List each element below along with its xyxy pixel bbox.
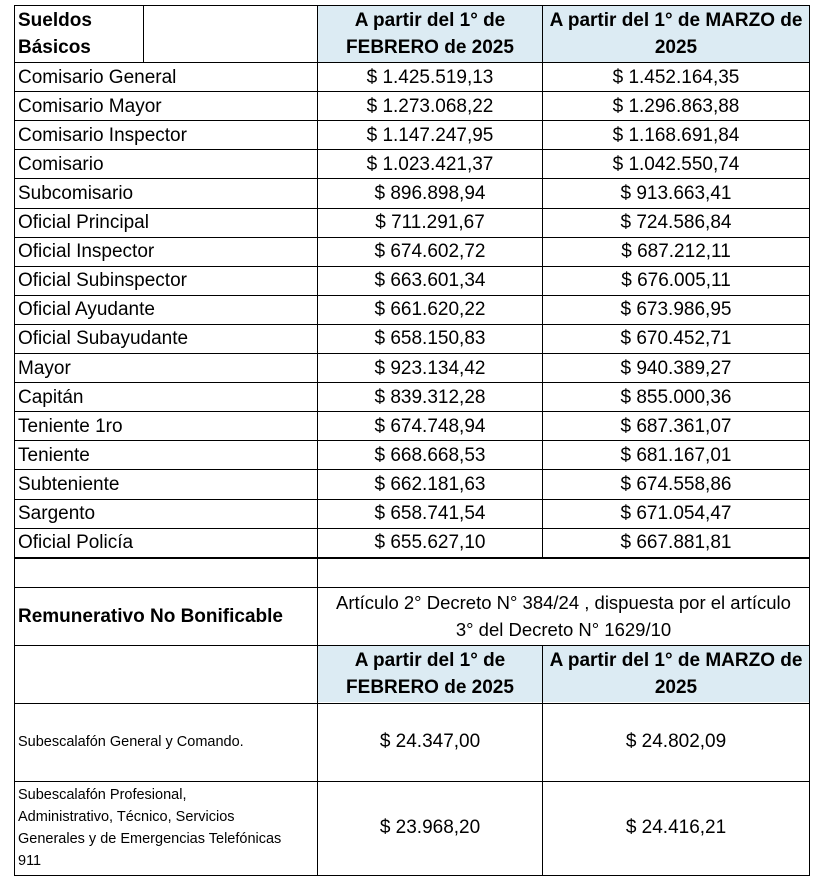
remunerativo-col-feb-line2: FEBRERO de 2025 xyxy=(346,677,514,698)
remunerativo-row-1-label xyxy=(15,704,317,780)
mar-value xyxy=(543,383,809,412)
rank-label xyxy=(15,354,317,383)
mar-value-text: $ 670.452,71 xyxy=(620,328,732,350)
feb-value xyxy=(318,63,542,92)
remunerativo-row-1-mar-value: $ 24.802,09 xyxy=(625,731,727,752)
mar-value-text: $ 1.042.550,74 xyxy=(612,153,740,175)
feb-value xyxy=(318,150,542,179)
mar-value-text: $ 676.005,11 xyxy=(621,270,731,292)
mar-value-text: $ 1.168.691,84 xyxy=(612,124,740,146)
header-label xyxy=(15,6,143,62)
rank-label-text: Oficial Policía xyxy=(18,532,134,554)
grid-vline xyxy=(317,5,318,875)
grid-vline xyxy=(14,5,15,875)
feb-value-text: $ 658.741,54 xyxy=(374,503,486,525)
grid-vline xyxy=(542,5,543,557)
rank-label xyxy=(15,179,317,208)
mar-value xyxy=(543,441,809,470)
rank-label-text: Oficial Subinspector xyxy=(18,270,187,292)
remunerativo-row-1-label-text: Subescalafón General y Comando. xyxy=(18,734,244,750)
remunerativo-row-2-label-line3: Generales y de Emergencias Telefónicas xyxy=(18,831,282,847)
mar-value xyxy=(543,179,809,208)
rank-label-text: Sargento xyxy=(18,503,96,525)
feb-value xyxy=(318,267,542,296)
remunerativo-label-text: Remunerativo No Bonificable xyxy=(18,605,283,627)
mar-value-text: $ 1.452.164,35 xyxy=(612,66,740,88)
mar-value xyxy=(543,267,809,296)
grid-hline xyxy=(14,120,810,121)
grid-hline xyxy=(14,499,810,500)
feb-value-text: $ 1.425.519,13 xyxy=(366,66,494,88)
rank-label xyxy=(15,150,317,179)
feb-value-text: $ 674.602,72 xyxy=(374,241,486,263)
rank-label-text: Teniente 1ro xyxy=(18,415,123,437)
mar-value xyxy=(543,63,809,92)
remunerativo-note xyxy=(318,588,809,644)
remunerativo-col-mar-line2: 2025 xyxy=(654,677,698,698)
rank-label xyxy=(15,63,317,92)
grid-hline xyxy=(14,237,810,238)
feb-value xyxy=(318,412,542,441)
remunerativo-row-2-label-line2: Administrativo, Técnico, Servicios xyxy=(18,809,235,825)
grid-hline xyxy=(14,411,810,412)
mar-value xyxy=(543,470,809,499)
header-label-line2: Básicos xyxy=(18,37,91,58)
feb-value xyxy=(318,296,542,325)
mar-value xyxy=(543,325,809,354)
mar-value-text: $ 940.389,27 xyxy=(620,357,732,379)
rank-label xyxy=(15,529,317,558)
feb-value-text: $ 663.601,34 xyxy=(374,270,486,292)
mar-value-text: $ 671.054,47 xyxy=(620,503,732,525)
feb-value xyxy=(318,325,542,354)
remunerativo-row-2-mar xyxy=(543,782,809,874)
rank-label-text: Oficial Ayudante xyxy=(18,299,155,321)
grid-hline xyxy=(14,324,810,325)
feb-value xyxy=(318,354,542,383)
grid-hline xyxy=(14,875,810,876)
feb-value xyxy=(318,209,542,238)
mar-value-text: $ 667.881,81 xyxy=(620,532,732,554)
mar-value xyxy=(543,412,809,441)
remunerativo-label xyxy=(15,588,317,644)
grid-hline xyxy=(14,295,810,296)
mar-value xyxy=(543,238,809,267)
grid-vline xyxy=(542,645,543,875)
rank-label-text: Subteniente xyxy=(18,473,120,495)
feb-value-text: $ 661.620,22 xyxy=(374,299,486,321)
feb-value-text: $ 662.181,63 xyxy=(374,473,486,495)
grid-hline xyxy=(318,703,810,704)
feb-value xyxy=(318,92,542,121)
mar-value xyxy=(543,121,809,150)
grid-hline xyxy=(14,781,810,782)
remunerativo-row-2-feb xyxy=(318,782,542,874)
feb-value-text: $ 711.291,67 xyxy=(375,212,485,234)
grid-hline xyxy=(14,266,810,267)
mar-value-text: $ 913.663,41 xyxy=(620,182,732,204)
remunerativo-note-line2: 3° del Decreto N° 1629/10 xyxy=(455,619,672,640)
remunerativo-row-2-feb-value: $ 23.968,20 xyxy=(379,817,481,838)
remunerativo-row-2-mar-value: $ 24.416,21 xyxy=(625,817,727,838)
mar-value-text: $ 681.167,01 xyxy=(620,444,732,466)
remunerativo-col-mar xyxy=(543,646,809,702)
remunerativo-row-1-mar xyxy=(543,704,809,780)
header-label-line1: Sueldos xyxy=(18,10,92,31)
mar-value xyxy=(543,529,809,558)
mar-value xyxy=(543,209,809,238)
grid-hline xyxy=(14,645,810,646)
rank-label xyxy=(15,121,317,150)
rank-label-text: Comisario General xyxy=(18,66,177,88)
header-col-mar xyxy=(543,6,809,62)
rank-label-text: Oficial Subayudante xyxy=(18,328,189,350)
rank-label xyxy=(15,267,317,296)
feb-value-text: $ 1.023.421,37 xyxy=(366,153,494,175)
remunerativo-row-2-label-line1: Subescalafón Profesional, xyxy=(18,787,187,803)
feb-value xyxy=(318,121,542,150)
feb-value-text: $ 658.150,83 xyxy=(374,328,486,350)
rank-label-text: Comisario Mayor xyxy=(18,95,162,117)
mar-value-text: $ 673.986,95 xyxy=(620,299,732,321)
grid-hline xyxy=(14,149,810,150)
header-col-feb xyxy=(318,6,542,62)
remunerativo-col-feb xyxy=(318,646,542,702)
grid-hline xyxy=(14,703,318,704)
feb-value-text: $ 839.312,28 xyxy=(374,386,486,408)
grid-hline xyxy=(14,208,810,209)
rank-label-text: Mayor xyxy=(18,357,71,379)
mar-value xyxy=(543,354,809,383)
remunerativo-note-line1: Artículo 2° Decreto N° 384/24 , dispuesta por el artículo xyxy=(336,592,791,613)
mar-value xyxy=(543,150,809,179)
rank-label xyxy=(15,412,317,441)
grid-hline xyxy=(14,587,810,588)
grid-vline xyxy=(809,5,810,875)
header-col-mar-line1: A partir del 1° de MARZO de xyxy=(549,10,803,31)
rank-label xyxy=(15,92,317,121)
header-col-mar-line2: 2025 xyxy=(654,37,698,58)
mar-value-text: $ 1.296.863,88 xyxy=(612,95,740,117)
remunerativo-col-feb-line1: A partir del 1° de xyxy=(354,650,506,671)
rank-label xyxy=(15,325,317,354)
mar-value-text: $ 674.558,86 xyxy=(620,473,732,495)
feb-value-text: $ 674.748,94 xyxy=(374,415,486,437)
mar-value xyxy=(543,500,809,529)
grid-hline xyxy=(14,469,810,470)
rank-label-text: Subcomisario xyxy=(18,182,134,204)
feb-value xyxy=(318,238,542,267)
rank-label-text: Capitán xyxy=(18,386,84,408)
rank-label xyxy=(15,296,317,325)
grid-hline xyxy=(14,178,810,179)
feb-value xyxy=(318,500,542,529)
rank-label xyxy=(15,238,317,267)
header-col-feb-line2: FEBRERO de 2025 xyxy=(346,37,514,58)
rank-label xyxy=(15,470,317,499)
grid-hline xyxy=(14,558,810,559)
grid-hline xyxy=(14,353,810,354)
feb-value-text: $ 668.668,53 xyxy=(374,444,486,466)
mar-value xyxy=(543,92,809,121)
mar-value-text: $ 687.361,07 xyxy=(620,415,732,437)
rank-label-text: Teniente xyxy=(18,444,90,466)
grid-hline xyxy=(14,440,810,441)
grid-vline xyxy=(143,5,144,62)
feb-value-text: $ 655.627,10 xyxy=(374,532,486,554)
remunerativo-col-mar-line1: A partir del 1° de MARZO de xyxy=(549,650,803,671)
grid-hline xyxy=(14,91,810,92)
feb-value-text: $ 896.898,94 xyxy=(374,182,486,204)
remunerativo-row-1-feb-value: $ 24.347,00 xyxy=(379,731,481,752)
mar-value-text: $ 855.000,36 xyxy=(620,386,732,408)
rank-label xyxy=(15,441,317,470)
feb-value-text: $ 923.134,42 xyxy=(374,357,486,379)
rank-label-text: Oficial Inspector xyxy=(18,241,155,263)
feb-value-text: $ 1.147.247,95 xyxy=(366,124,494,146)
grid-hline xyxy=(14,382,810,383)
grid-hline xyxy=(14,528,810,529)
feb-value xyxy=(318,529,542,558)
remunerativo-row-2-label xyxy=(15,782,317,874)
mar-value xyxy=(543,296,809,325)
feb-value xyxy=(318,179,542,208)
rank-label-text: Comisario Inspector xyxy=(18,124,187,146)
rank-label-text: Comisario xyxy=(18,153,104,175)
mar-value-text: $ 687.212,11 xyxy=(621,241,731,263)
feb-value-text: $ 1.273.068,22 xyxy=(366,95,494,117)
feb-value xyxy=(318,441,542,470)
grid-hline xyxy=(14,5,810,6)
feb-value xyxy=(318,470,542,499)
remunerativo-row-2-label-line4: 911 xyxy=(18,853,42,869)
remunerativo-row-1-feb xyxy=(318,704,542,780)
grid-hline xyxy=(14,62,810,63)
rank-label-text: Oficial Principal xyxy=(18,212,149,234)
rank-label xyxy=(15,209,317,238)
mar-value-text: $ 724.586,84 xyxy=(620,212,732,234)
header-col-feb-line1: A partir del 1° de xyxy=(354,10,506,31)
rank-label xyxy=(15,500,317,529)
rank-label xyxy=(15,383,317,412)
feb-value xyxy=(318,383,542,412)
